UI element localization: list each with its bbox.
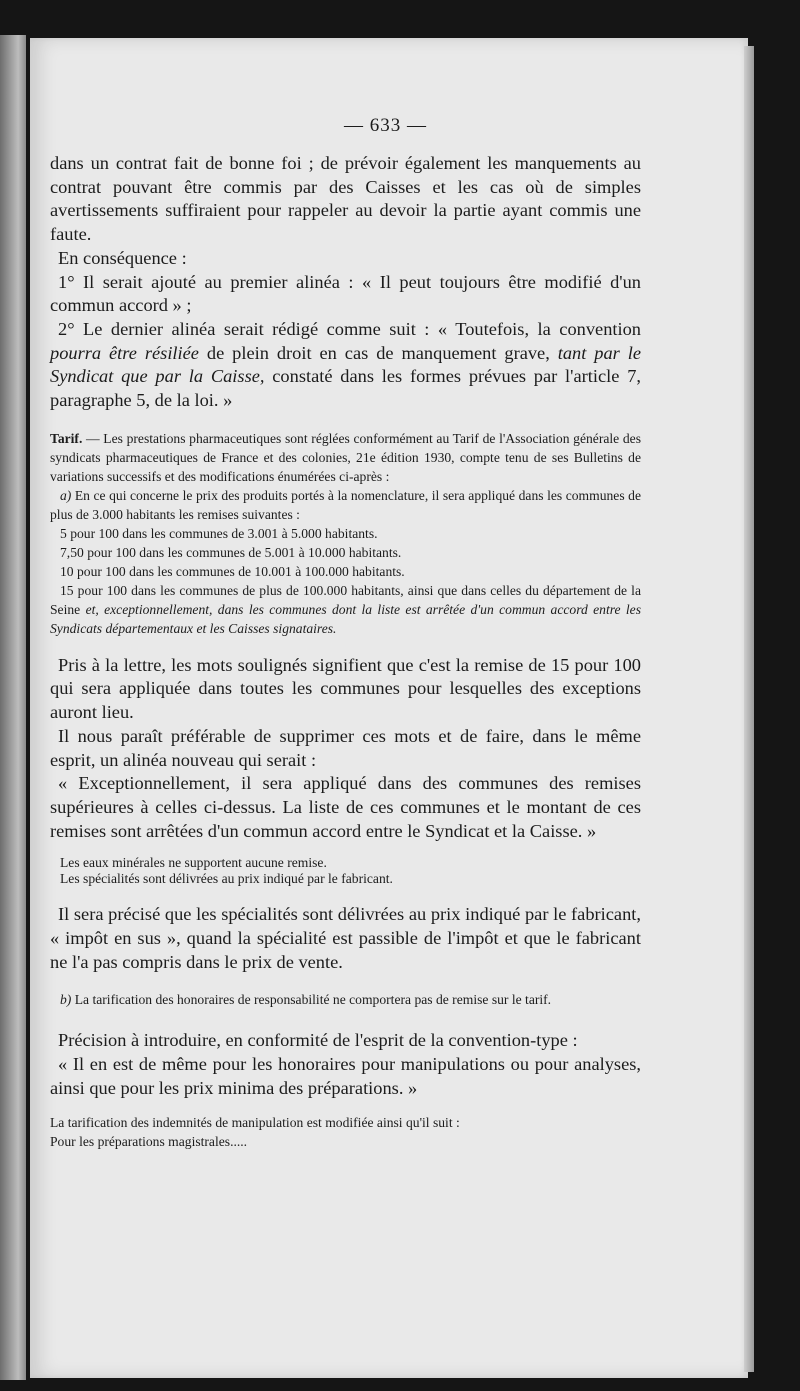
tarif-line-10: 10 pour 100 dans les communes de 10.001 à 100.000 habitants.	[60, 563, 405, 579]
tarif-paragraph: Tarif. — Les prestations pharmaceutiques sont réglées conformément au Tarif de l'Association générale des syndicats pharmaceutiques de France et des colonies, 21e édition 1930, compte tenu de ses Bulletins de variations successifs et des modifications énumérées ci-après :	[50, 430, 641, 484]
commentary-honoraires: « Il en est de même pour les honoraires pour manipulations ou pour analyses, ainsi que pour les prix minima des préparations. »	[50, 1054, 641, 1098]
previous-page-edge	[0, 35, 26, 1380]
commentary-impot: Il sera précisé que les spécialités sont délivrées au prix indiqué par le fabricant, « impôt en sus », quand la spécialité est passible de l'impôt et que le fabricant ne l'a pas compris dans le prix de vente.	[50, 904, 641, 972]
paragraph-point-2: 2° Le dernier alinéa serait rédigé comme suit : « Toutefois, la convention pourra être résiliée de plein droit en cas de manquement grave, tant par le Syndicat que par la Caisse, constaté dans les formes prévues par l'article 7, paragraphe 5, de la loi. »	[50, 318, 641, 411]
paragraph-point-1: 1° Il serait ajouté au premier alinéa : « Il peut toujours être modifié d'un commun accord » ;	[50, 271, 641, 316]
tarif-label: Tarif.	[50, 430, 83, 446]
paragraph-consequence: En conséquence :	[58, 247, 187, 268]
commentary-supprimer: Il nous paraît préférable de supprimer ces mots et de faire, dans le même esprit, un alinéa nouveau qui serait :	[50, 725, 641, 770]
commentary-precision: Précision à introduire, en conformité de l'esprit de la convention-type :	[58, 1030, 578, 1051]
tarif-item-b: b) La tarification des honoraires de responsabilité ne comportera pas de remise sur le tarif.	[60, 992, 552, 1008]
tarif-item-a: a) En ce qui concerne le prix des produits portés à la nomenclature, il sera appliqué dans les communes de plus de 3.000 habitants les remises suivantes :	[50, 487, 641, 522]
tarif-line-15: 15 pour 100 dans les communes de plus de 100.000 habitants, ainsi que dans celles du département de la Seine et, exceptionnellement, dans les communes dont la liste est arrêtée d'un commun accord entre les Syndicats départementaux et les Caisses signataires.	[50, 582, 641, 636]
paragraph-contract: dans un contrat fait de bonne foi ; de prévoir également les manquements au contrat pouvant être commis par des Caisses et les cas où de simples avertissements suffiraient pour rappeler au devoir la partie ayant commis une faute.	[50, 153, 641, 245]
commentary-exceptionnellement: « Exceptionnellement, il sera appliqué dans des communes des remises supérieures à celles ci-dessus. La liste de ces communes et le montant de ces remises sont arrêtées d'un commun accord entre le Syndicat et la Caisse. »	[50, 773, 641, 841]
preparations-magistrales: Pour les préparations magistrales.....	[50, 1133, 248, 1149]
manipulation-tarification: La tarification des indemnités de manipulation est modifiée ainsi qu'il suit :	[50, 1114, 460, 1130]
page-number: — 633 —	[344, 115, 427, 136]
tarif-line-750: 7,50 pour 100 dans les communes de 5.001 à 10.000 habitants.	[60, 544, 402, 560]
commentary-remise: Pris à la lettre, les mots soulignés signifient que c'est la remise de 15 pour 100 qui sera appliquée dans toutes les communes pour lesquelles des exceptions auront lieu.	[50, 654, 641, 723]
page-stack-edge	[744, 46, 754, 1372]
eaux-minerales: Les eaux minérales ne supportent aucune remise.	[60, 855, 327, 871]
specialites: Les spécialités sont délivrées au prix indiqué par le fabricant.	[60, 871, 393, 887]
page-content	[50, 115, 641, 1151]
tarif-line-5: 5 pour 100 dans les communes de 3.001 à 5.000 habitants.	[60, 525, 378, 541]
